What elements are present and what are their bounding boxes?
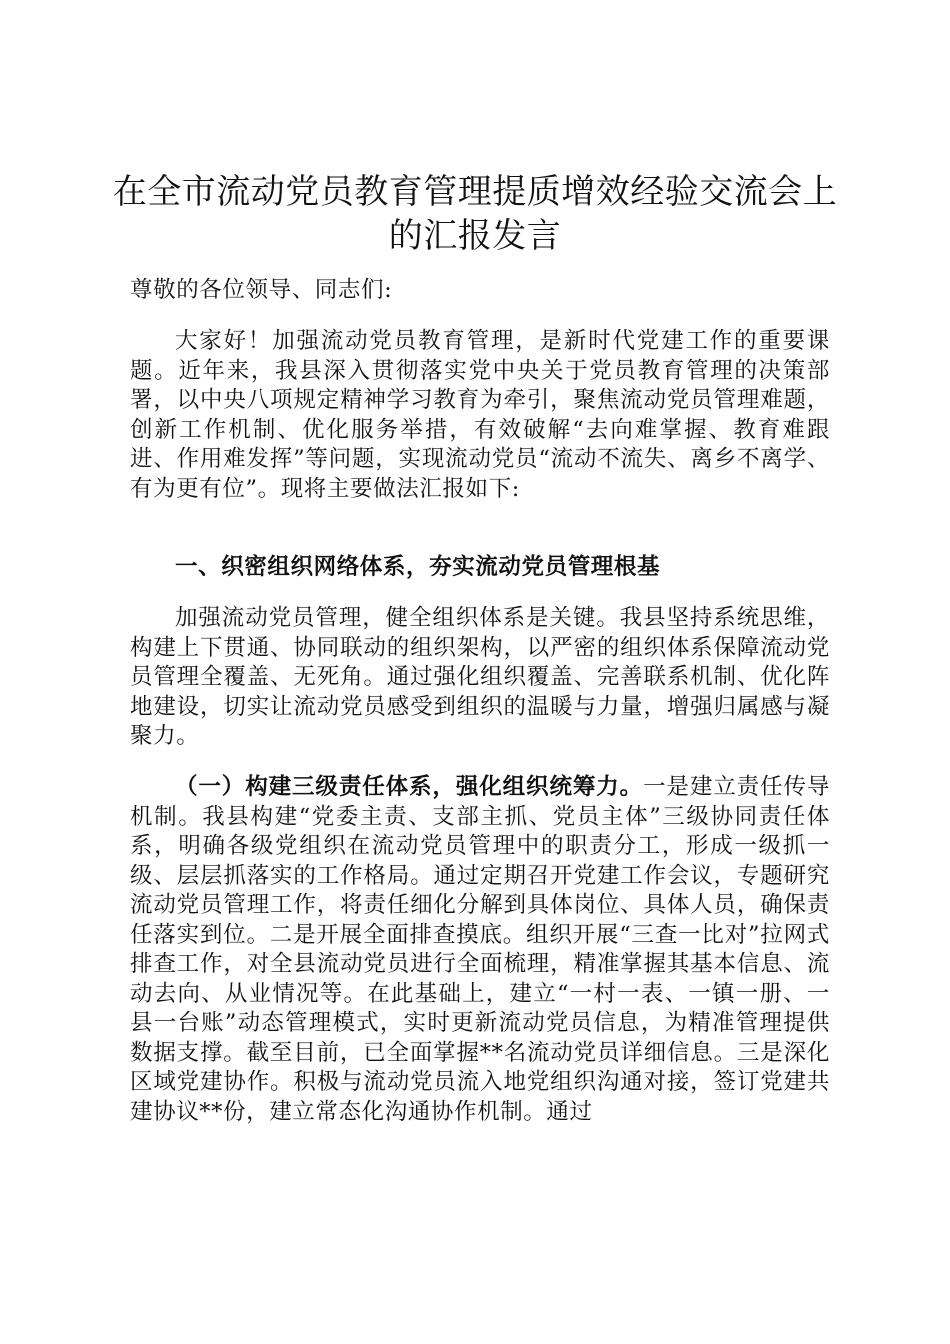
subsection1-paragraph xyxy=(130,773,830,1127)
document-title: 在全市流动党员教育管理提质增效经验交流会上的汇报发言 xyxy=(112,172,838,256)
subsection1-text: 一是建立责任传导机制。我县构建“党委主责、支部主抓、党员主体”三级协同责任体系，明确各级党组织在流动党员管理中的职责分工，形成一级抓一级、层层抓落实的工作格局。通过定期召开党建工作会议，专题研究流动党员管理工作，将责任细化分解到具体岗位、具体人员，确保责任落实到位。二是开展全面排查摸底。组织开展“三查一比对”拉网式排查工作，对全县流动党员进行全面梳理，精准掌握其基本信息、流动去向、从业情况等。在此基础上，建立“一村一表、一镇一册、一县一台账”动态管理模式，实时更新流动党员信息，为精准管理提供数据支撑。截至目前，已全面掌握**名流动党员详细信息。三是深化区域党建协作。积极与流动党员流入地党组织沟通对接，签订党建共建协议**份，建立常态化沟通协作机制。通过 xyxy=(130,774,830,1125)
section1-paragraph: 加强流动党员管理，健全组织体系是关键。我县坚持系统思维，构建上下贯通、协同联动的组织架构，以严密的组织体系保障流动党员管理全覆盖、无死角。通过强化组织覆盖、完善联系机制、优化阵地建设，切实让流动党员感受到组织的温暖与力量，增强归属感与凝聚力。 xyxy=(130,605,830,749)
intro-paragraph: 大家好！加强流动党员教育管理，是新时代党建工作的重要课题。近年来，我县深入贯彻落实党中央关于党员教育管理的决策部署，以中央八项规定精神学习教育为牵引，聚焦流动党员管理难题，创新工作机制、优化服务举措，有效破解“去向难掌握、教育难跟进、作用难发挥”等问题，实现流动党员“流动不流失、离乡不离学、有为更有位”。现将主要做法汇报如下: xyxy=(130,328,830,502)
section-heading-1: 一、织密组织网络体系，夯实流动党员管理根基 xyxy=(175,554,661,580)
salutation: 尊敬的各位领导、同志们: xyxy=(130,277,393,303)
subsection-heading-1: （一）构建三级责任体系，强化组织统筹力。 xyxy=(175,774,644,800)
